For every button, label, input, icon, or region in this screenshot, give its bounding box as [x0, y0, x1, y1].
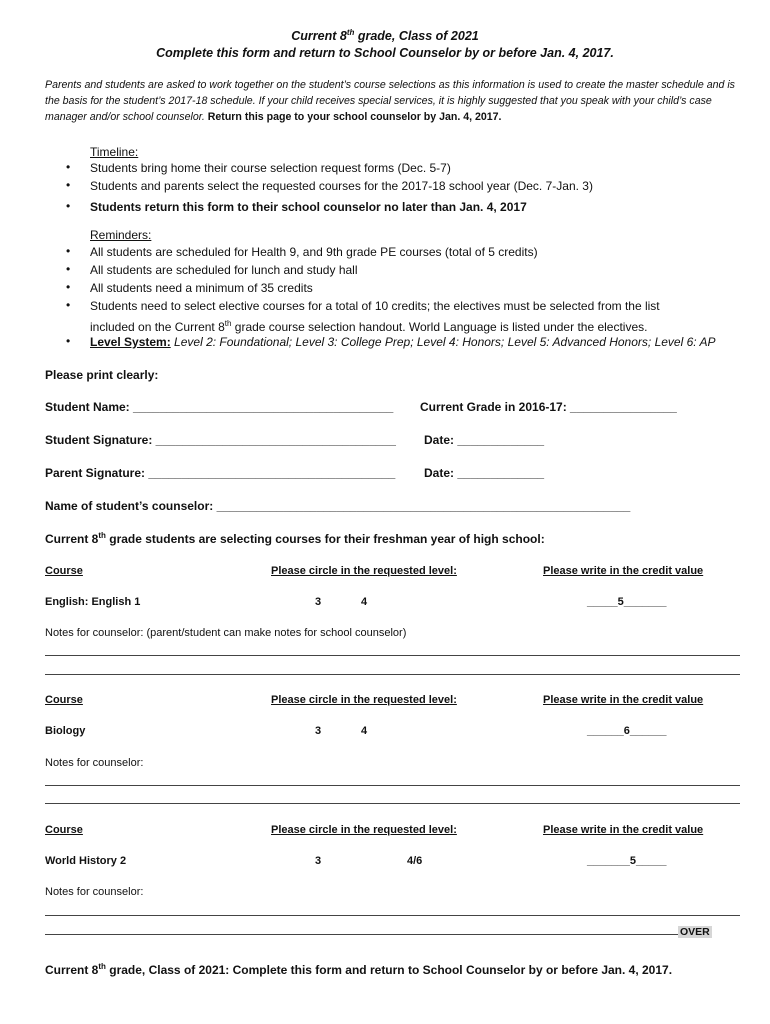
over-label: OVER [680, 926, 710, 938]
timeline-heading: Timeline: [90, 145, 139, 159]
level-option[interactable]: 3 [315, 855, 322, 867]
over-indicator [678, 922, 712, 940]
notes-line[interactable] [45, 803, 740, 804]
bullet-icon: • [66, 199, 71, 213]
level-option[interactable]: 4/6 [407, 855, 423, 867]
level-column-header: Please circle in the requested level: [271, 824, 457, 836]
footer-suffix: grade, Class of 2021: Complete this form and return to School Counselor by or before Jan. 4, 2017. [105, 963, 673, 977]
notes-label: Notes for counselor: [45, 886, 144, 898]
title-sup: th [346, 28, 355, 37]
reminder-level-system [90, 334, 716, 351]
course-column-header: Course [45, 694, 83, 706]
title-prefix: Current 8 [291, 29, 347, 44]
form-subtitle: Complete this form and return to School Counselor by or before Jan. 4, 2017. [156, 46, 614, 60]
notes-line[interactable] [45, 674, 740, 675]
level-column-header: Please circle in the requested level: [271, 694, 457, 706]
notes-line[interactable] [45, 915, 740, 916]
course-name: World History 2 [45, 855, 127, 867]
selecting-courses-heading [45, 531, 545, 546]
bullet-icon: • [66, 334, 71, 348]
course-name: Biology [45, 725, 86, 737]
student-date-field[interactable]: Date: _____________ [424, 433, 545, 447]
notes-line[interactable] [45, 934, 678, 935]
level-option[interactable]: 3 [315, 725, 322, 737]
level-option[interactable]: 3 [315, 596, 322, 608]
timeline-item: Students bring home their course selection request forms (Dec. 5-7) [90, 161, 451, 175]
form-title [0, 28, 770, 43]
credit-column-header: Please write in the credit value [543, 824, 704, 836]
intro-text: Parents and students are asked to work together on the student’s course selections as this information is used to create the master schedule and is the basis for the student’s 2017-18 schedule. If your child receives special services, it is highly suggested that you speak with your child’s case manager and/or school counselor. [45, 79, 735, 123]
intro-bold-text: Return this page to your school counselor by Jan. 4, 2017. [207, 111, 502, 123]
reminder-item: All students need a minimum of 35 credits [90, 281, 313, 295]
level-system-text: Level 2: Foundational; Level 3: College Prep; Level 4: Honors; Level 5: Advanced Honors; Level 6: AP [170, 335, 716, 349]
student-name-field[interactable]: Student Name: _______________________________________ [45, 400, 394, 414]
reminder-elective-line1: Students need to select elective courses for a total of 10 credits; the electives must be selected from the list [90, 299, 660, 313]
notes-label: Notes for counselor: [45, 757, 144, 769]
intro-paragraph [45, 77, 745, 125]
parent-date-field[interactable]: Date: _____________ [424, 466, 545, 480]
bullet-icon: • [66, 280, 71, 294]
parent-signature-field[interactable]: Parent Signature: _____________________________________ [45, 466, 396, 480]
course-name: English: English 1 [45, 596, 141, 608]
bullet-icon: • [66, 298, 71, 312]
level-option[interactable]: 4 [361, 725, 368, 737]
credit-value-field[interactable]: ______6______ [587, 725, 667, 737]
current-grade-field[interactable]: Current Grade in 2016-17: ________________ [420, 400, 677, 414]
selecting-suffix: grade students are selecting courses for their freshman year of high school: [105, 532, 545, 546]
level-column-header: Please circle in the requested level: [271, 565, 457, 577]
course-column-header: Course [45, 565, 83, 577]
student-signature-field[interactable]: Student Signature: ____________________________________ [45, 433, 396, 447]
notes-label: Notes for counselor: (parent/student can make notes for school counselor) [45, 627, 407, 639]
bullet-icon: • [66, 160, 71, 174]
reminder-item: All students are scheduled for Health 9, and 9th grade PE courses (total of 5 credits) [90, 245, 538, 259]
reminder-item: All students are scheduled for lunch and study hall [90, 263, 358, 277]
credit-value-field[interactable]: _______5_____ [587, 855, 667, 867]
bullet-icon: • [66, 262, 71, 276]
elective-suffix: grade course selection handout. World Language is listed under the electives. [231, 320, 648, 334]
counselor-name-field[interactable]: Name of student’s counselor: ______________________________________________________________ [45, 499, 631, 513]
selecting-sup: th [98, 531, 106, 540]
bullet-icon: • [66, 244, 71, 258]
footer-sup: th [98, 962, 106, 971]
timeline-item: Students return this form to their school counselor no later than Jan. 4, 2017 [90, 200, 527, 214]
credit-value-field[interactable]: _____5_______ [587, 596, 667, 608]
bullet-icon: • [66, 178, 71, 192]
title-suffix: grade, Class of 2021 [354, 29, 479, 44]
level-system-label: Level System: [90, 335, 171, 349]
credit-column-header: Please write in the credit value [543, 565, 704, 577]
credit-column-header: Please write in the credit value [543, 694, 704, 706]
print-clearly-label: Please print clearly: [45, 368, 159, 382]
notes-line[interactable] [45, 655, 740, 656]
notes-line[interactable] [45, 785, 740, 786]
reminder-elective-line2 [90, 315, 647, 336]
level-option[interactable]: 4 [361, 596, 368, 608]
reminders-heading: Reminders: [90, 228, 152, 242]
elective-sup: th [224, 319, 232, 328]
timeline-item: Students and parents select the requested courses for the 2017-18 school year (Dec. 7-Jan. 3) [90, 179, 593, 193]
footer-reminder [45, 962, 672, 977]
course-column-header: Course [45, 824, 83, 836]
selecting-prefix: Current 8 [45, 532, 99, 546]
footer-prefix: Current 8 [45, 963, 99, 977]
elective-prefix: included on the Current 8 [90, 320, 225, 334]
